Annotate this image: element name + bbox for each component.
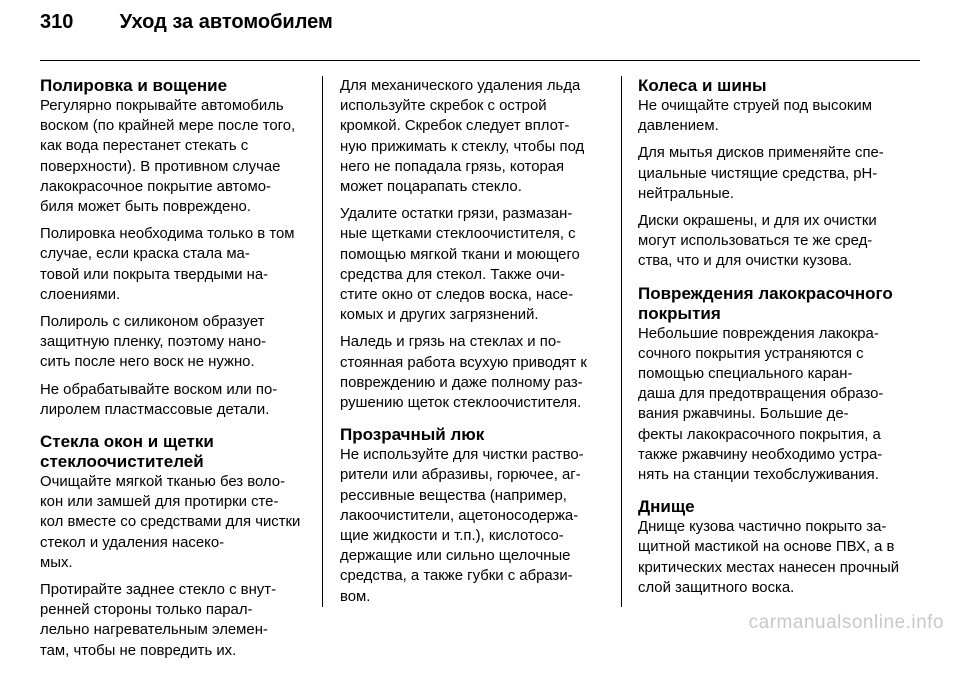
column-2 (340, 76, 604, 619)
section-heading: Днище (638, 497, 695, 517)
column-3 (638, 76, 916, 610)
paragraph: Регулярно покрывайте автомобиль воском (по крайней мере после того, как вода перестанет стекать с поверхности). В противном случае лакокрасочное покрытие автомо- биля может быть повреждено. (40, 98, 296, 216)
paragraph: Полировка необходима только в том случае, если краска стала ма- товой или покрыта твердыми на- слоениями. (40, 226, 295, 303)
section-heading: Прозрачный люк (340, 425, 485, 445)
section-heading: Полировка и вощение (40, 76, 228, 95)
paragraph: Днище кузова частично покрыто за- щитной мастикой на основе ПВХ, а в критических местах нанесен прочный слой защитного воска. (638, 519, 900, 596)
paragraph: Для механического удаления льда используйте скребок с острой кромкой. Скребок следует вплот- ную прижимать к стеклу, чтобы под него не попадала грязь, которая может поцарапать стекло. (340, 78, 585, 196)
paragraph: Очищайте мягкой тканью без воло- кон или замшей для протирки сте- кол вместе со средствами для чистки стекол и удаления насеко- мых. (40, 474, 301, 571)
section (638, 76, 916, 272)
watermark: carmanualsonline.info (748, 612, 944, 633)
paragraph: Для мытья дисков применяйте спе- циальные чистящие средства, pH- нейтральные. (638, 145, 884, 202)
paragraph: Протирайте заднее стекло с внут- ренней стороны только парал- лельно нагревательным элемен- там, чтобы не повредить их. (40, 582, 277, 659)
header-rule (40, 60, 920, 61)
section (638, 497, 916, 598)
page-header (40, 11, 333, 34)
section-heading: Колеса и шины (638, 76, 767, 95)
paragraph: Не используйте для чистки раство- рители или абразивы, горючее, аг- рессивные вещества (например, лакоочистители, ацетоносодержа- щие жидкости и т.п.), кислотосо- держащие или сильно щелочные средства, а также губки с абрази- вом. (340, 447, 584, 605)
paragraph: Не очищайте струей под высоким давлением. (638, 98, 872, 135)
column-divider (621, 76, 622, 607)
column-1 (40, 76, 308, 673)
section (40, 76, 308, 420)
page-title: Уход за автомобилем (119, 11, 333, 33)
section (340, 425, 604, 607)
section-heading: Стекла окон и щетки стеклоочистителей (40, 432, 214, 472)
paragraph: Наледь и грязь на стеклах и по- стоянная работа всухую приводят к повреждению и даже полному раз- рушению щеток стеклоочистителя. (340, 334, 587, 412)
paragraph: Не обрабатывайте воском или по- лиролем пластмассовые детали. (40, 381, 278, 418)
column-divider (322, 76, 323, 607)
paragraph: Удалите остатки грязи, размазан- ные щетками стеклоочистителя, с помощью мягкой ткани и моющего средства для стекол. Также очи- стите окно от следов воска, насе- комых и других загрязнений. (340, 206, 580, 324)
section (40, 432, 308, 661)
section (638, 284, 916, 486)
page-number: 310 (40, 11, 74, 33)
paragraph: Диски окрашены, и для их очистки могут использоваться те же сред- ства, что и для очистки кузова. (638, 213, 877, 270)
section (340, 76, 604, 413)
paragraph: Полироль с силиконом образует защитную пленку, поэтому нано- сить после него воск не нужно. (40, 314, 267, 371)
section-heading: Повреждения лакокрасочного покрытия (638, 283, 893, 323)
paragraph: Небольшие повреждения лакокра- сочного покрытия устраняются с помощью специального каран- даша для предотвращения образо- вания ржавчины. Большие де- фекты лакокрасочного покрытия, а также ржавчину необходимо устра- нять на станции техобслуживания. (638, 325, 884, 484)
